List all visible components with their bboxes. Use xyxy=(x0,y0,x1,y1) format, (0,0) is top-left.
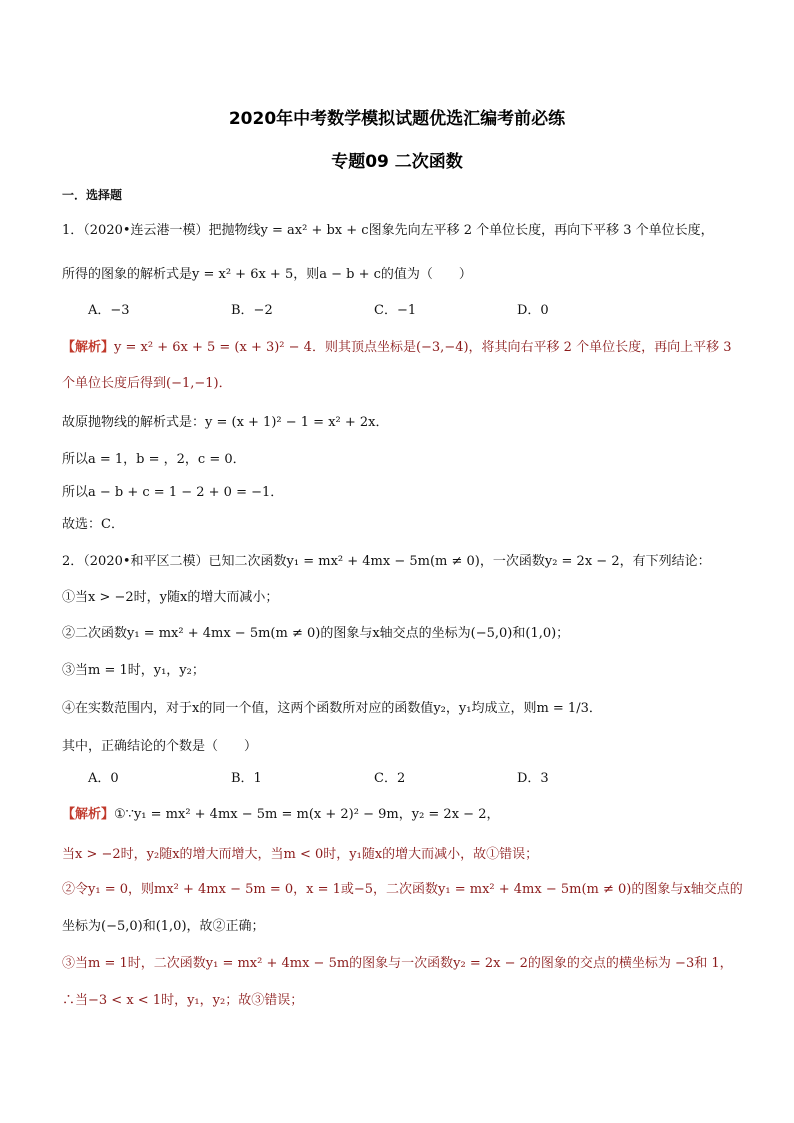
page-subtitle: 专题09 二次函数 xyxy=(331,152,463,172)
q2-conclusion-4: ④在实数范围内，对于x的同一个值，这两个函数所对应的函数值y₂，y₁均成立，则m = 1/3． xyxy=(62,701,602,716)
q1-option-d: D．0 xyxy=(517,303,549,318)
q2-explanation-text: ①∵y₁ = mx² + 4mx − 5m = m(x + 2)² − 9m，y₂ = 2x − 2， xyxy=(114,807,500,822)
q2-explanation-line6: ∴当−3 < x < 1时，y₁，y₂；故③错误； xyxy=(62,993,304,1008)
q2-option-a: A．0 xyxy=(88,771,119,786)
q2-explanation-line1 xyxy=(62,806,742,824)
q1-explanation-line1 xyxy=(62,339,742,357)
q2-stem: 2．（2020•和平区二模）已知二次函数y₁ = mx² + 4mx − 5m(m ≠ 0)，一次函数y₂ = 2x − 2，有下列结论： xyxy=(62,554,711,569)
q2-explanation-line5: ③当m = 1时，二次函数y₁ = mx² + 4mx − 5m的图象与一次函数y₂ = 2x − 2的图象的交点的横坐标为 −3和 1， xyxy=(62,956,733,971)
section-heading: 一．选择题 xyxy=(62,188,123,202)
page-title: 2020年中考数学模拟试题优选汇编考前必练 xyxy=(228,109,566,129)
q2-conclusion-1: ①当x > −2时，y随x的增大而减小； xyxy=(62,590,279,605)
q1-explanation-text: y = x² + 6x + 5 = (x + 3)² − 4．则其顶点坐标是(−3,−4)，将其向右平移 2 个单位长度，再向上平移 3 xyxy=(114,340,732,355)
q1-answer: 故选：C． xyxy=(62,517,124,532)
q2-question: 其中，正确结论的个数是（ ） xyxy=(62,739,258,754)
q2-conclusion-2: ②二次函数y₁ = mx² + 4mx − 5m(m ≠ 0)的图象与x轴交点的坐标为(−5,0)和(1,0)； xyxy=(62,626,570,641)
q1-explanation-line3: 故原抛物线的解析式是：y = (x + 1)² − 1 = x² + 2x． xyxy=(62,415,389,430)
q2-explanation-line4: 坐标为(−5,0)和(1,0)，故②正确； xyxy=(62,919,265,934)
q2-options xyxy=(62,770,768,788)
q2-explanation-line2: 当x > −2时，y₂随x的增大而增大，当m < 0时，y₁随x的增大而减小，故①错误； xyxy=(62,847,539,862)
q2-conclusion-3: ③当m = 1时，y₁，y₂； xyxy=(62,663,205,678)
q2-explanation-tag: 【解析】 xyxy=(62,807,115,822)
q1-stem-line1: 1．（2020•连云港一模）把抛物线y = ax² + bx + c图象先向左平移 2 个单位长度，再向下平移 3 个单位长度， xyxy=(62,223,714,238)
q1-option-a: A．−3 xyxy=(88,303,130,318)
q1-option-b: B．−2 xyxy=(231,303,273,318)
q2-option-b: B．1 xyxy=(231,771,262,786)
q2-option-c: C．2 xyxy=(374,771,406,786)
q1-explanation-line5: 所以a − b + c = 1 − 2 + 0 = −1． xyxy=(62,485,284,500)
q1-options xyxy=(62,302,768,320)
q1-explanation-line4: 所以a = 1，b = ，2，c = 0． xyxy=(62,452,246,467)
q2-option-d: D．3 xyxy=(517,771,549,786)
q1-stem-line2: 所得的图象的解析式是y = x² + 6x + 5，则a − b + c的值为（ ） xyxy=(62,267,472,282)
q1-option-c: C．−1 xyxy=(374,303,417,318)
q1-explanation-tag: 【解析】 xyxy=(62,340,115,355)
q2-explanation-line3: ②令y₁ = 0，则mx² + 4mx − 5m = 0，x = 1或−5，二次函数y₁ = mx² + 4mx − 5m(m ≠ 0)的图象与x轴交点的 xyxy=(62,882,743,897)
q1-explanation-line2: 个单位长度后得到(−1,−1)． xyxy=(62,376,232,391)
